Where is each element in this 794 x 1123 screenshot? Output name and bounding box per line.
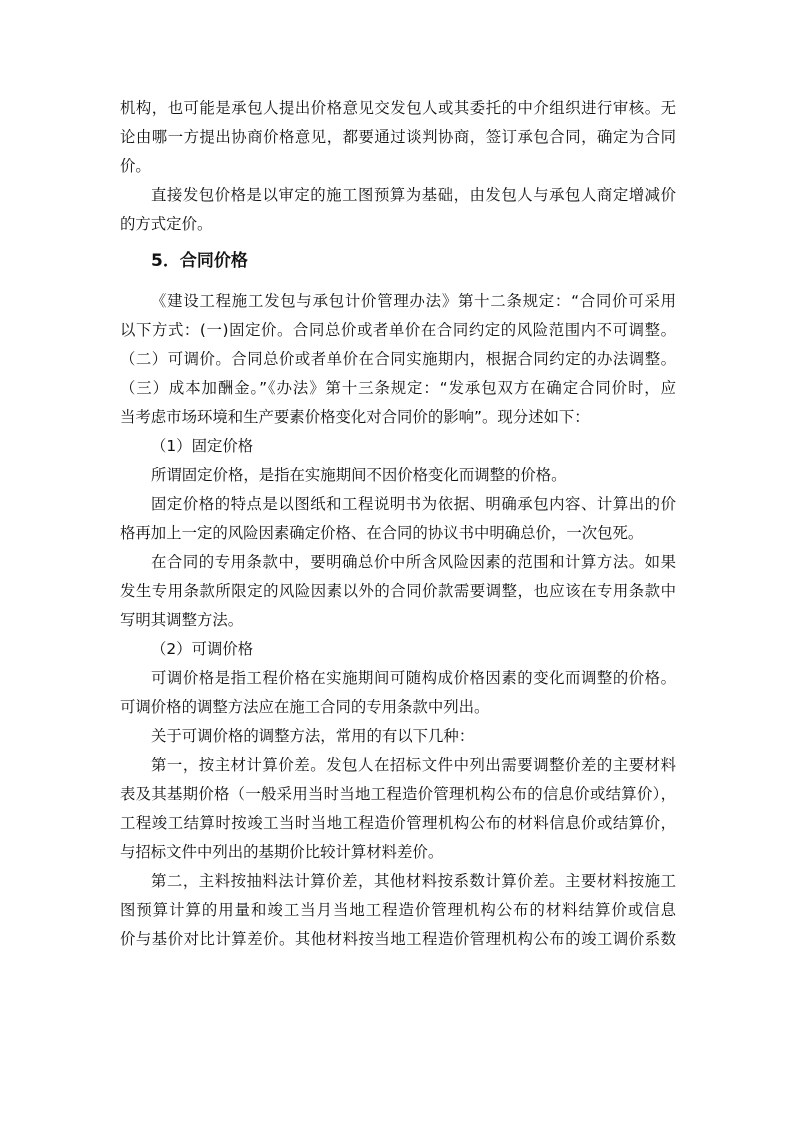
text-line: 的方式定价。 [120, 215, 213, 233]
document-body [120, 94, 676, 954]
paragraph [120, 664, 676, 722]
text-line: （三）成本加酬金。”《办法》第十三条规定：“发承包双方在确定合同价时，应 [120, 379, 676, 397]
text-line: 第一，按主材计算价差。发包人在招标文件中列出需要调整价差的主要材料 [151, 756, 676, 774]
text-line: 与招标文件中列出的基期价比较计算材料差价。 [120, 843, 444, 861]
text-line: 可调价格的调整方法应在施工合同的专用条款中列出。 [120, 698, 490, 716]
text-line: 表及其基期价格（一般采用当时当地工程造价管理机构公布的信息价或结算价）， [120, 785, 676, 803]
paragraph [120, 722, 676, 751]
text-line: 关于可调价格的调整方法，常用的有以下几种： [151, 727, 475, 745]
paragraph [120, 461, 676, 490]
text-line: （2）可调价格 [151, 640, 254, 658]
text-line: 论由哪一方提出协商价格意见，都要通过谈判协商，签订承包合同，确定为合同 [120, 128, 676, 146]
text-line: （二）可调价。合同总价或者单价在合同实施期内，根据合同约定的办法调整。 [120, 350, 676, 368]
text-line: 直接发包价格是以审定的施工图预算为基础，由发包人与承包人商定增减价 [151, 186, 676, 204]
text-line: 固定价格的特点是以图纸和工程说明书为依据、明确承包内容、计算出的价 [151, 495, 676, 513]
paragraph [120, 548, 676, 635]
text-line: 所谓固定价格，是指在实施期间不因价格变化而调整的价格。 [151, 466, 567, 484]
subsection-heading [120, 635, 676, 664]
text-line: 可调价格是指工程价格在实施期间可随构成价格因素的变化而调整的价格。 [151, 669, 676, 687]
text-line: 图预算计算的用量和竣工当月当地工程造价管理机构公布的材料结算价或信息 [120, 901, 676, 919]
section-heading: 5．合同价格 [151, 251, 248, 271]
text-line: 在合同的专用条款中，要明确总价中所含风险因素的范围和计算方法。如果 [151, 553, 676, 571]
paragraph [120, 751, 676, 867]
paragraph [120, 94, 676, 181]
subsection-heading [120, 432, 676, 461]
paragraph [120, 287, 676, 432]
paragraph [120, 490, 676, 548]
text-line: 价与基价对比计算差价。其他材料按当地工程造价管理机构公布的竣工调价系数 [120, 930, 676, 948]
text-line: 工程竣工结算时按竣工当时当地工程造价管理机构公布的材料信息价或结算价， [120, 814, 676, 832]
text-line: （1）固定价格 [151, 437, 254, 455]
text-line: 第二，主料按抽料法计算价差，其他材料按系数计算价差。主要材料按施工 [151, 872, 676, 890]
text-line: 《建设工程施工发包与承包计价管理办法》第十二条规定：“合同价可采用 [151, 292, 676, 310]
text-line: 格再加上一定的风险因素确定价格、在合同的协议书中明确总价，一次包死。 [120, 524, 644, 542]
paragraph [120, 181, 676, 239]
text-line: 机构，也可能是承包人提出价格意见交发包人或其委托的中介组织进行审核。无 [120, 99, 676, 117]
text-line: 价。 [120, 157, 151, 175]
text-line: 以下方式：(一)固定价。合同总价或者单价在合同约定的风险范围内不可调整。 [120, 321, 676, 339]
text-line: 发生专用条款所限定的风险因素以外的合同价款需要调整，也应该在专用条款中 [120, 582, 676, 600]
text-line: 写明其调整方法。 [120, 611, 244, 629]
text-line: 当考虑市场环境和生产要素价格变化对合同价的影响”。现分述如下： [120, 408, 590, 426]
paragraph [120, 867, 676, 954]
